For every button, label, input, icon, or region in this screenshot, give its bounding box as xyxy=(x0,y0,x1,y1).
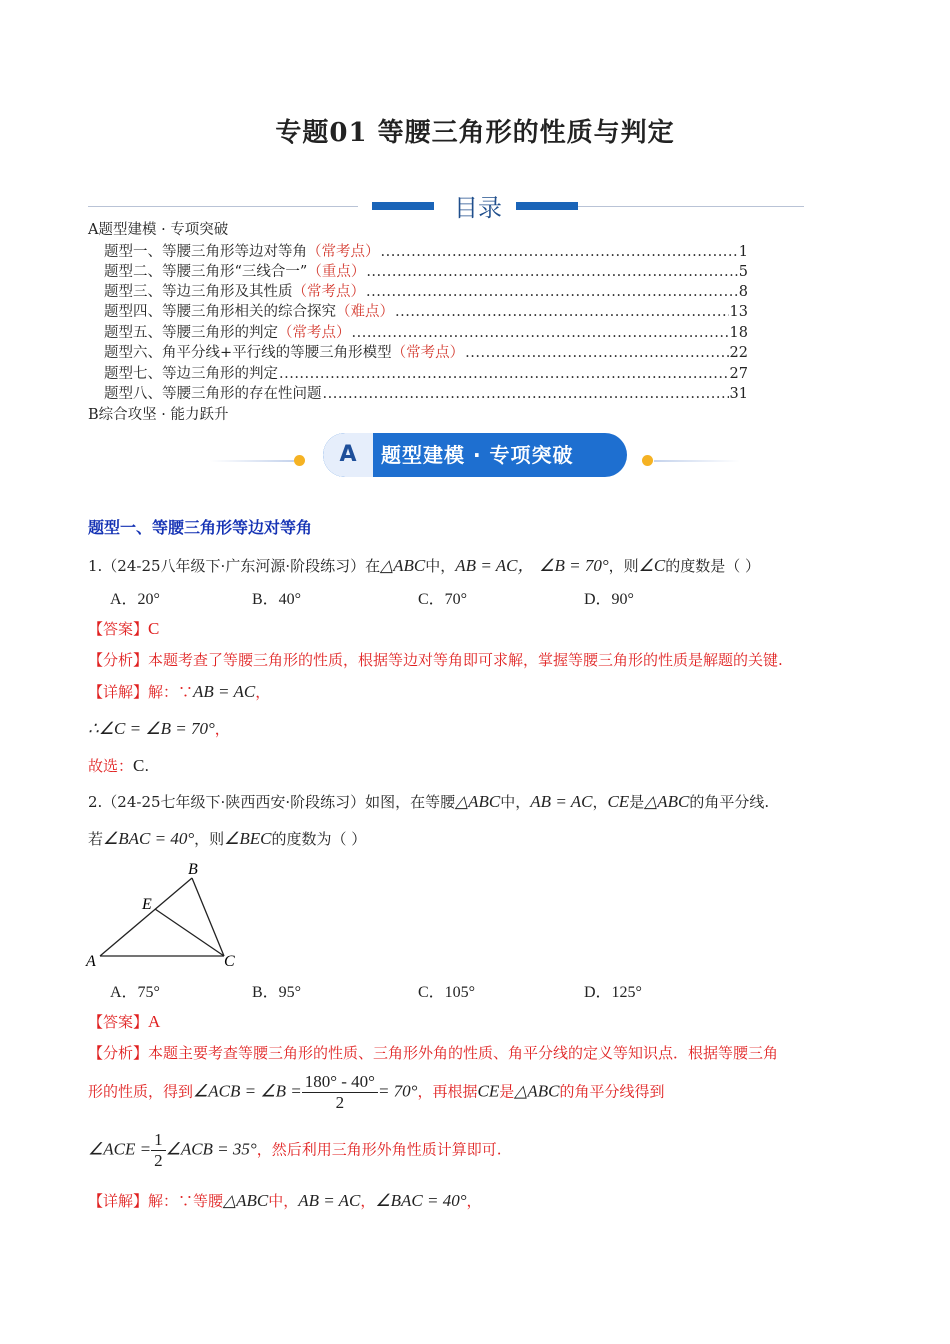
toc-item-tag: （常考点） xyxy=(391,345,465,361)
question-2-line2 xyxy=(88,828,366,849)
segment-bc xyxy=(192,878,224,956)
text: 若 xyxy=(88,830,104,848)
toc-item-name: 题型五、等腰三角形的判定 xyxy=(104,325,278,341)
option-a[interactable]: A．20° xyxy=(110,591,160,608)
segment-ab xyxy=(100,878,192,956)
toc-item[interactable] xyxy=(104,384,748,405)
text: 是 xyxy=(499,1082,515,1101)
question-2 xyxy=(88,791,769,812)
detail-1-step2 xyxy=(88,718,230,739)
toc-item[interactable] xyxy=(104,343,748,364)
text: 的度数是（ ） xyxy=(665,557,761,575)
detail-label: 【详解】 xyxy=(88,1192,149,1210)
math: ∠BAC = 40° xyxy=(103,829,195,848)
question-source: 2.（24-25七年级下·陕西西安·阶段练习）如图，在等腰 xyxy=(88,793,456,811)
text: 中， xyxy=(425,557,456,575)
option-d[interactable]: D．125° xyxy=(584,984,642,1001)
math: △ABC xyxy=(223,1191,269,1210)
math: ∠BEC xyxy=(224,829,272,848)
text: 形的性质，得到 xyxy=(88,1082,194,1101)
math: = 70° xyxy=(377,1081,418,1101)
toc-item-page: 1 xyxy=(738,244,748,260)
text: 的度数为（ ） xyxy=(271,830,367,848)
text: 中， xyxy=(268,1192,299,1210)
toc-item-name: 题型二、等腰三角形“三线合一” xyxy=(104,264,308,280)
analysis-label: 【分析】 xyxy=(88,651,149,669)
toc-item-page: 31 xyxy=(729,386,748,402)
dot-icon xyxy=(642,455,653,466)
toc-item[interactable] xyxy=(104,323,748,344)
divider xyxy=(210,460,294,462)
analysis-label: 【分析】 xyxy=(88,1044,149,1062)
question-1 xyxy=(88,551,760,576)
detail-1-conclusion xyxy=(88,755,149,776)
toc-item-tag: （常考点） xyxy=(307,244,380,260)
toc-bar-left xyxy=(372,202,434,210)
answer-label: 【答案】 xyxy=(88,1013,149,1031)
text: ，则 xyxy=(608,557,639,575)
fraction-numerator: 1 xyxy=(151,1130,166,1151)
answer-value: A xyxy=(148,1012,161,1031)
answer-2 xyxy=(88,1011,160,1032)
toc-item-page: 8 xyxy=(738,284,748,300)
text: ，则 xyxy=(194,830,225,848)
answer-1 xyxy=(88,618,159,639)
divider xyxy=(88,206,358,207)
toc-item-tag: （重点） xyxy=(307,264,366,280)
toc-item[interactable] xyxy=(104,302,748,323)
math: ∠B = 70° xyxy=(539,556,609,575)
toc-label: 目录 xyxy=(454,194,502,222)
analysis-1 xyxy=(88,649,783,670)
label-e: E xyxy=(142,896,152,913)
toc-item-page: 27 xyxy=(729,366,748,382)
toc-item[interactable] xyxy=(104,364,748,385)
toc-item-name: 题型四、等腰三角形相关的综合探究 xyxy=(104,304,336,320)
toc-item[interactable] xyxy=(104,282,748,303)
analysis-2-line3 xyxy=(88,1130,501,1171)
math: ∠ACB = ∠B = xyxy=(193,1081,302,1101)
toc-item-name: 题型六、角平分线+平行线的等腰三角形模型 xyxy=(104,345,392,361)
label-b: B xyxy=(188,861,198,878)
text: ，然后利用三角形外角性质计算即可. xyxy=(256,1140,502,1159)
math: ∠ACE = xyxy=(88,1139,152,1159)
math: CE xyxy=(477,1081,500,1101)
banner-letter: A xyxy=(323,433,373,477)
divider xyxy=(578,206,804,207)
toc-item-tag: （难点） xyxy=(336,304,394,320)
answer-value: C xyxy=(133,756,145,775)
toc-item[interactable] xyxy=(104,242,748,263)
toc-item-page: 22 xyxy=(729,345,748,361)
math: AB = AC xyxy=(298,1191,361,1210)
analysis-text: 本题主要考查等腰三角形的性质、三角形外角的性质、角平分线的定义等知识点．根据等腰三角 xyxy=(148,1044,779,1062)
banner-text: 题型建模 · 专项突破 xyxy=(381,443,574,467)
toc-item-tag: （常考点） xyxy=(278,325,351,341)
toc-item-tag: （常考点） xyxy=(292,284,365,300)
text: 解：∵ xyxy=(148,683,194,701)
option-a[interactable]: A．75° xyxy=(110,984,160,1001)
math: ∠C xyxy=(638,556,666,575)
analysis-text: 本题考查了等腰三角形的性质，根据等边对等角即可求解，掌握等腰三角形的性质是解题的关键. xyxy=(148,651,783,669)
text: ，再根据 xyxy=(417,1082,478,1101)
text: 的角平分线得到 xyxy=(559,1082,665,1101)
option-c[interactable]: C．70° xyxy=(418,591,468,608)
text: ， xyxy=(360,1192,376,1210)
math: AB = AC xyxy=(193,682,256,701)
section-banner xyxy=(210,430,740,480)
toc-section-a[interactable]: A题型建模 · 专项突破 xyxy=(88,222,229,238)
detail-label: 【详解】 xyxy=(88,683,149,701)
analysis-2 xyxy=(88,1042,778,1063)
toc-section-b[interactable]: B综合攻坚 · 能力跃升 xyxy=(88,407,229,423)
text: 解：∵等腰 xyxy=(148,1192,224,1210)
triangle-figure xyxy=(84,858,244,974)
option-b[interactable]: B．40° xyxy=(252,591,302,608)
math: △ABC xyxy=(514,1081,560,1101)
math: AB = AC， xyxy=(455,556,535,575)
math: ∠BAC = 40° xyxy=(375,1191,467,1210)
fraction-denominator: 2 xyxy=(335,1093,345,1112)
fraction-denominator: 2 xyxy=(154,1151,163,1170)
answer-value: C xyxy=(148,619,160,638)
text: ， xyxy=(214,720,230,738)
fraction xyxy=(302,1072,378,1113)
toc-item[interactable] xyxy=(104,262,748,283)
fraction xyxy=(151,1130,166,1171)
text: 故选： xyxy=(88,757,134,775)
divider xyxy=(654,460,740,462)
segment-ce xyxy=(155,909,224,956)
math: ∴∠C = ∠B = 70° xyxy=(88,719,215,738)
math: CE xyxy=(607,792,630,811)
question-source: 1.（24-25八年级下·广东河源·阶段练习）在 xyxy=(88,557,381,575)
toc-item-page: 5 xyxy=(738,264,748,280)
dot-icon xyxy=(294,455,305,466)
math: △ABC xyxy=(380,556,426,575)
toc-item-page: 13 xyxy=(729,304,748,320)
toc-item-name: 题型一、等腰三角形等边对等角 xyxy=(104,244,307,260)
text: 是 xyxy=(629,793,645,811)
text: ， xyxy=(466,1192,482,1210)
math: △ABC xyxy=(644,792,690,811)
option-c[interactable]: C．105° xyxy=(418,984,476,1001)
text: 的角平分线. xyxy=(689,793,770,811)
label-a: A xyxy=(86,953,96,970)
text: 中， xyxy=(500,793,531,811)
label-c: C xyxy=(224,953,235,970)
text: . xyxy=(144,757,150,775)
detail-1 xyxy=(88,681,270,702)
fraction-numerator: 180° - 40° xyxy=(302,1072,378,1093)
banner-pill xyxy=(323,433,627,477)
text: ， xyxy=(255,683,271,701)
math: AB = AC xyxy=(530,792,593,811)
analysis-2-line2 xyxy=(88,1072,664,1113)
option-d[interactable]: D．90° xyxy=(584,591,634,608)
detail-2 xyxy=(88,1190,482,1211)
toc-item-name: 题型三、等边三角形及其性质 xyxy=(104,284,293,300)
answer-label: 【答案】 xyxy=(88,620,149,638)
math: △ABC xyxy=(455,792,501,811)
toc-item-name: 题型八、等腰三角形的存在性问题 xyxy=(104,386,322,402)
option-b[interactable]: B．95° xyxy=(252,984,302,1001)
math: ∠ACB = 35° xyxy=(165,1139,257,1159)
toc-bar-right xyxy=(516,202,578,210)
page-title: 专题01 等腰三角形的性质与判定 xyxy=(275,118,675,148)
toc-item-page: 18 xyxy=(729,325,748,341)
toc-item-name: 题型七、等边三角形的判定 xyxy=(104,366,278,382)
text: ， xyxy=(592,793,608,811)
section-title: 题型一、等腰三角形等边对等角 xyxy=(88,518,313,537)
